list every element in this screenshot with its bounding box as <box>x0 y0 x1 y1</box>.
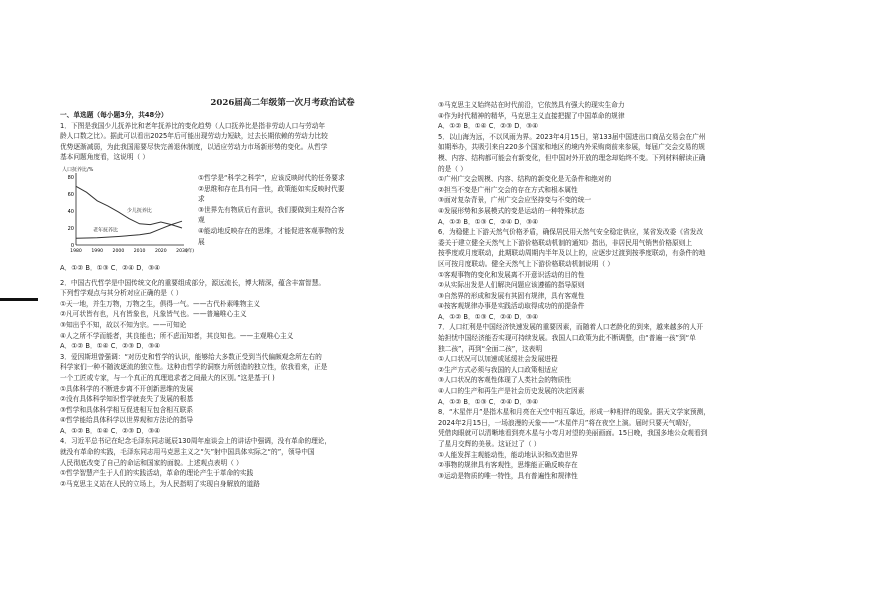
right-column <box>438 100 833 481</box>
question-line: ①天一地，并生万物，万物之生，俱得一气。——古代朴素唯物主义 <box>60 299 260 308</box>
question-line: ②担当不变是广州广交会的存在方式和根本属性 <box>438 185 578 194</box>
question-line: ②从实际出发是人们解决问题应该遵循的指导原则 <box>438 281 585 290</box>
question-line: ②生产方式必须与我国的人口政策相适应 <box>438 365 558 374</box>
question-line: ①哲学智慧产生于人们的实践活动，革命的理论产生于革命的实践 <box>60 469 254 478</box>
x-tick-label: 2030 <box>176 248 188 254</box>
question-line: 如期举办，共吸引来自220多个国家和地区的境内外采购商前来参展，每届广交会交易的规 <box>438 143 705 152</box>
question-line: 独二孩”，再到“全面二孩”，这表明 <box>438 344 543 353</box>
exam-title: 2026届高二年级第一次月考政治试卷 <box>210 98 355 108</box>
option-line: ③世界先有物质后有意识，我们要做到主观符合客 <box>198 205 345 214</box>
question-line: ①客观事物的变化和发展离不开意识活动的目的性 <box>438 270 585 279</box>
question-line: 按季度或月度联动，此期联动周期内半年及以上的，应逐步过渡到按季度联动，有条件的地 <box>438 249 706 258</box>
question-line: 6．为稳健上下游天然气价格矛盾，确保居民用天然气安全稳定供应，某省发改委《省发改 <box>438 228 704 237</box>
question-3 <box>60 352 455 437</box>
question-1-answers: A．①② B．①③ C．②④ D．③④ <box>60 263 161 272</box>
question-line: 基本问题角度看，这说明（ ） <box>60 153 150 162</box>
question-6 <box>438 227 833 322</box>
question-line: ①人口状况可以加速或延缓社会发展进程 <box>438 355 558 364</box>
question-line: 2024年2月15日，一场浪漫的天象——“木星伴月”将在夜空上演。届时只要天气晴好， <box>438 418 696 427</box>
question-line: 下列哲学观点与其分析对应正确的是（ ） <box>60 289 183 298</box>
question-line: ④人口的生产和再生产是社会历史发展的决定因素 <box>438 387 585 396</box>
question-7 <box>438 322 833 407</box>
question-line: 始担忧中国经济能否实现可持续发展。我国人口政策为此不断调整，由“普遍一孩”到“单 <box>438 334 696 343</box>
question-line: 人民彻底改变了自己的命运和国家的面貌。上述观点表明（ ） <box>60 458 243 467</box>
y-tick-label: 20 <box>67 225 74 232</box>
question-line: ④作为时代精神的精华，马克思主义直接把握了中国革命的规律 <box>438 111 625 120</box>
question-8 <box>438 407 833 481</box>
question-line: 就没有革命的实践，毛泽东同志用马克思主义之“矢”射中国具体实际之“的”，领导中国 <box>60 448 315 457</box>
y-tick-label: 40 <box>67 208 74 215</box>
series-label-elderly: 老年抚养比 <box>92 227 118 234</box>
option-line: ①哲学是“科学之科学”，应该反映时代的任务要求 <box>198 173 345 182</box>
x-tick-label: 2000 <box>112 248 125 254</box>
binding-margin-mark <box>0 298 38 301</box>
question-line: 优势逐渐减弱，为此我国需要尽快完善退休制度，以适应劳动力市场新形势的变化。从哲学 <box>60 142 328 151</box>
question-line: ③哲学和具体科学相互促进相互包含相互联系 <box>60 405 194 414</box>
left-column <box>60 98 455 489</box>
question-line: ④发展形势和多展模式的变是运动的一种特殊状态 <box>438 206 585 215</box>
x-axis-unit: (年) <box>185 248 195 254</box>
question-line: ③运动是物质的唯一特性，具有普遍性和规律性 <box>438 471 578 480</box>
y-tick-label: 60 <box>67 191 74 198</box>
question-line: 一个工匠或专家，与一个真正的真理追求者之间最大的区别。”这是基于( ) <box>60 373 275 382</box>
x-tick-label: 2020 <box>154 248 167 254</box>
question-line: ④哲学能给具体科学以世界观和方法论的指导 <box>60 416 194 425</box>
x-tick-label: 1980 <box>70 248 82 254</box>
question-line: ②事物的规律具有客观性，思维能正确反映存在 <box>438 461 578 470</box>
question-line: A．①② B．①③ C．②④ D．③④ <box>438 397 539 406</box>
question-line: ③面对复杂背景，广州广交会应坚持变与不变的统一 <box>438 196 592 205</box>
question-line: ①具体科学的不断进步离不开创新思维的发展 <box>60 384 194 393</box>
question-4-continued <box>438 100 833 132</box>
dependency-ratio-chart <box>60 163 196 263</box>
question-1-options <box>198 173 383 247</box>
question-line: 龄人口数之比）。据此可以看出2025年后可能出现劳动力短缺，过去长期依赖的劳动力比较 <box>60 132 328 141</box>
question-line: 科学家们一种不随波逐流的独立性。这种由哲学的洞察力所创造的独立性，依我看来，正是 <box>60 363 328 372</box>
series-label-children: 少儿抚养比 <box>126 207 152 214</box>
question-line: A．①② B．①④ C．②③ D．③④ <box>438 122 539 131</box>
question-line: 1．下图是我国少儿抚养比和老年抚养比的变化趋势（人口抚养比是指非劳动人口与劳动年 <box>60 121 326 130</box>
option-line: 求 <box>198 195 205 204</box>
question-line: ①广州广交会规模、内容、结构的新变化是无条件和绝对的 <box>438 175 612 184</box>
question-line: ③知出乎不知，故以不知为宗。——可知论 <box>60 320 187 329</box>
question-line: ②凡可状皆有也，凡有皆象也，凡象皆气也。——普遍唯心主义 <box>60 310 247 319</box>
question-line: ③自然界的形成和发展有其固有规律，具有客观性 <box>438 291 585 300</box>
question-5 <box>438 132 833 227</box>
question-line: 凭借肉眼就可以清晰地看到亮木星与小弯月对望的美丽画面。15日晚，我国多地公众观看到 <box>438 429 708 438</box>
option-line: 观 <box>198 216 205 225</box>
question-line: 4．习近平总书记在纪念毛泽东同志诞辰130周年座谈会上的讲话中强调，没有革命的理论， <box>60 437 332 446</box>
question-line: A．①② B．①④ C．②③ D．③④ <box>60 426 161 435</box>
question-line: ③马克思主义始终站在时代前沿，它依然具有强大的现实生命力 <box>438 101 625 109</box>
x-tick-label: 2010 <box>133 248 146 254</box>
y-axis-label: 人口抚养比/% <box>62 166 94 173</box>
question-line: 8．“木星伴月”是指木星和月亮在天空中相互靠近，形成一种相伴的现象。据天文学家预测， <box>438 408 710 417</box>
question-line: 区可按月度联动。健全天然气上下游价格联动机制说明（ ） <box>438 259 614 268</box>
question-line: ④人之所不学而能者，其良能也；所不虑而知者，其良知也。——主观唯心主义 <box>60 331 294 340</box>
dependency-ratio-figure <box>60 163 455 263</box>
option-line: 展 <box>198 237 205 246</box>
question-line: 的是（ ） <box>438 164 467 173</box>
question-line: 5．以山海为远，不以风雨为界。2023年4月15日，第133届中国进出口商品交易会在广州 <box>438 132 706 141</box>
question-line: 2．中国古代哲学是中国传统文化的重要组成部分，源远流长，博大精深，蕴含丰富智慧。 <box>60 278 326 287</box>
question-line: A．①② B．①④ C．②③ D．③④ <box>60 342 161 351</box>
question-line: 3．爱因斯坦曾强调：“对历史和哲学的认识，能够给大多数正受到当代偏颇观念所左右的 <box>60 352 322 361</box>
question-line: ②马克思主义站在人民的立场上，为人民指明了实现自身解放的道路 <box>60 479 260 488</box>
y-tick-label: 80 <box>67 174 74 181</box>
question-1 <box>60 121 455 163</box>
option-line: ④能动地反映存在的思维，才能促进客观事物的发 <box>198 226 345 235</box>
question-line: ①人能发挥主观能动性，能动地认识和改造世界 <box>438 450 578 459</box>
question-line: 委关于建立健全天然气上下游价格联动机制的通知》指出，非居民用气销售价格原则上 <box>438 238 693 247</box>
question-line: ④按客观规律办事是实践活动取得成功的前提条件 <box>438 302 585 311</box>
option-line: ②思维和存在具有同一性，政策能如实反映时代要 <box>198 184 345 193</box>
x-tick-label: 1990 <box>91 248 104 254</box>
question-line: A．①② B．①③ C．②④ D．③④ <box>438 217 539 226</box>
question-2 <box>60 278 455 352</box>
y-tick-label: 0 <box>70 242 74 249</box>
question-line: 7．人口红利是中国经济快速发展的重要因素，而随着人口老龄化的到来，越来越多的人开 <box>438 323 704 332</box>
question-line: ③人口状况的客观性体现了人类社会的物质性 <box>438 376 572 385</box>
section-title: 一、单选题（每小题3分，共48分） <box>60 111 168 119</box>
question-line: 了星月交辉的美景。这证过了（ ） <box>438 440 541 448</box>
question-4 <box>60 436 455 489</box>
question-line: 模、内容、结构都可能会有新变化，但中国对外开放的理念却始终不变。下列材料解读正确 <box>438 153 706 162</box>
question-line: ②没有具体科学知识哲学就丧失了发展的根基 <box>60 395 194 404</box>
question-line: A．①② B．①③ C．②④ D．③④ <box>438 312 539 321</box>
